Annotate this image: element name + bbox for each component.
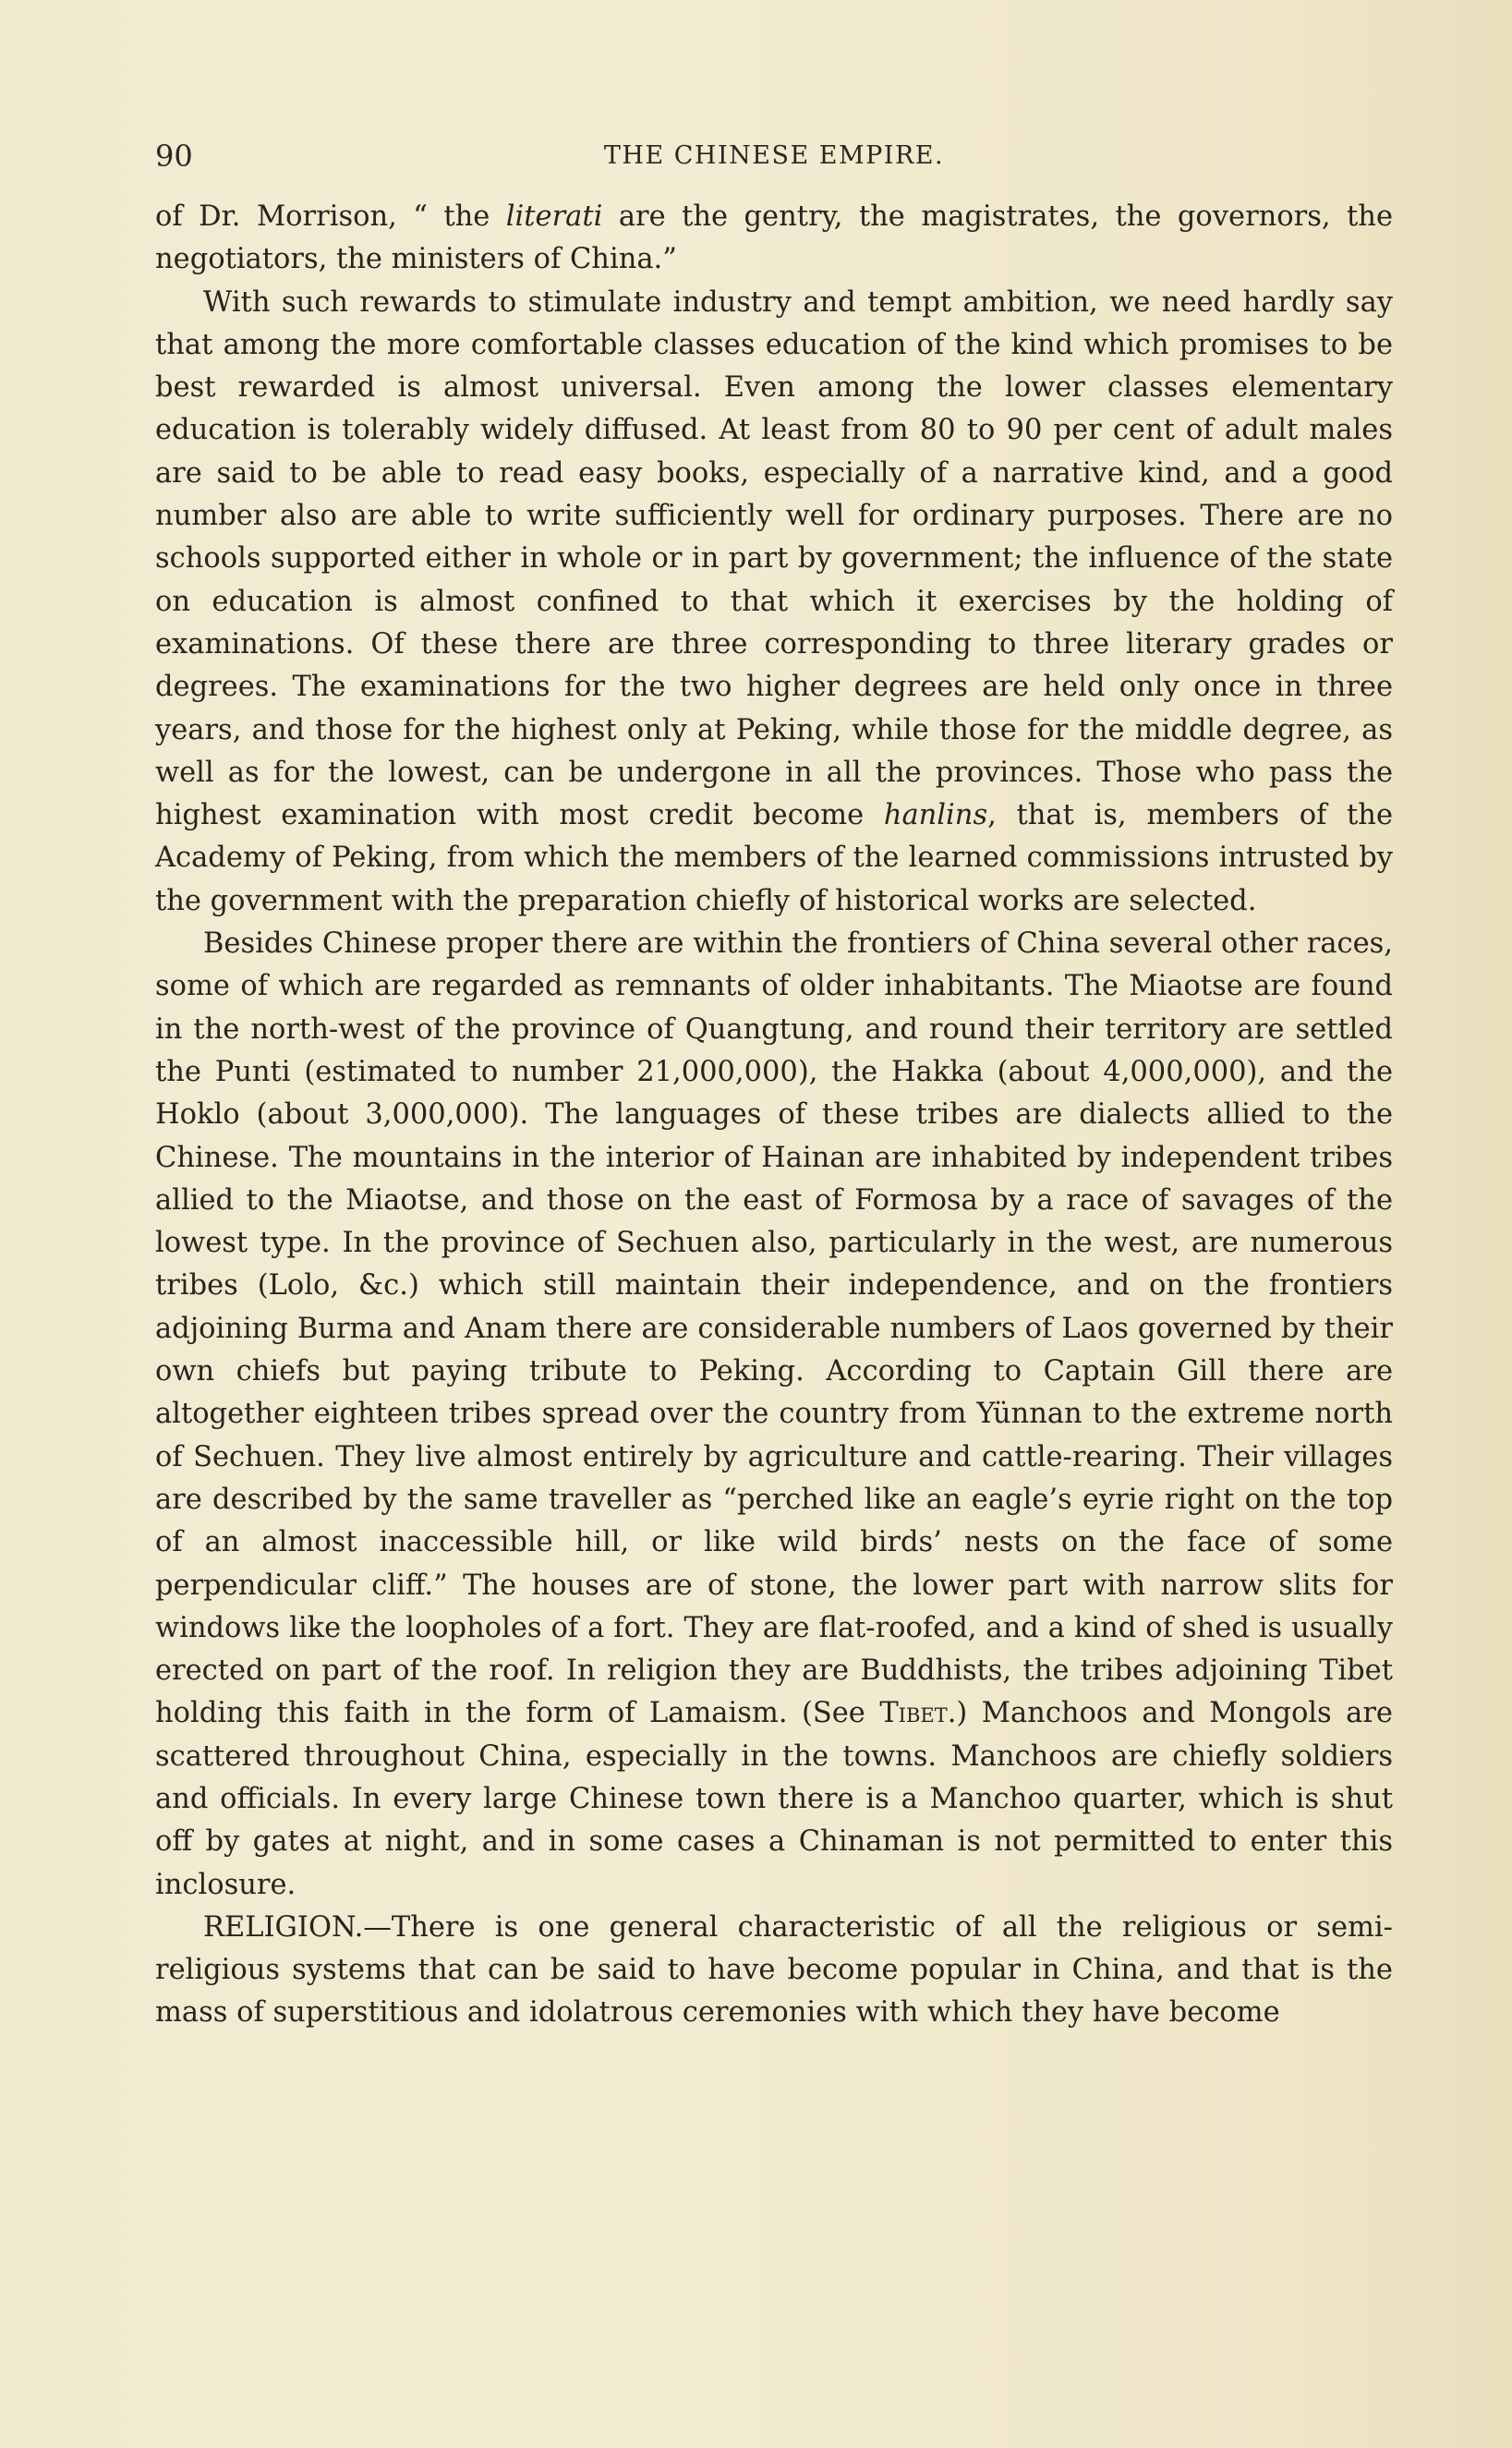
paragraph-education bbox=[155, 282, 1393, 923]
text-segment: ) Manchoos and Mongols are scattered throughout China, especially in the towns. Manchoos are chiefly soldiers and officials. In every large Chinese town there is a Manchoo quarter, which is shut off by gates at night, and in some cases a Chinaman is not permitted to enter this inclosure. bbox=[155, 1697, 1393, 1901]
text-segment: —There is one general characteristic of all the religious or semi-religious systems that can be said to have become popular in China, and that is the mass of superstitious and idolatrous ceremonies with which they have become bbox=[155, 1910, 1393, 2030]
text-segment: With such rewards to stimulate industry and tempt ambition, we need hardly say that among the more comfortable classes education of the kind which promises to be best rewarded is almost universal. Even among the lower classes elementary education is tolerably widely diffused. At least from 80 to 90 per cent of adult males are said to be able to read easy books, especially of a narrative kind, and a good number also are able to write sufficiently well for ordinary purposes. There are no schools supported either in whole or in part by government; the influence of the state on education is almost confined to that which it exercises by the holding of examinations. Of these there are three corresponding to three literary grades or degrees. The examinations for the two higher degrees are held only once in three years, and those for the highest only at Peking, while those for the middle degree, as well as for the lowest, can be undergone in all the provinces. Those who pass the highest examination with most credit become bbox=[155, 285, 1393, 832]
text-segment: , that is, members of the Academy of Peking, from which the members of the learned commissions intrusted by the government with the preparation chiefly of historical works are selected. bbox=[155, 799, 1393, 917]
page-number: 90 bbox=[155, 139, 193, 174]
section-heading: RELIGION. bbox=[203, 1910, 364, 1944]
paragraph-religion bbox=[155, 1907, 1393, 2035]
paragraph-races bbox=[155, 923, 1393, 1907]
italic-term: literati bbox=[505, 200, 603, 233]
running-title: THE CHINESE EMPIRE. bbox=[603, 141, 945, 170]
body-text bbox=[155, 196, 1393, 2035]
text-segment: Besides Chinese proper there are within the frontiers of China several other races, some of which are regarded as remnants of older inhabitants. The Miaotse are found in the north-west of the province of Quangtung, and round their territory are settled the Punti (estimated to number 21,000,000), the Hakka (about 4,000,000), and the Hoklo (about 3,000,000). The languages of these tribes are dialects allied to the Chinese. The mountains in the interior of Hainan are inhabited by independent tribes allied to the Miaotse, and those on the east of Formosa by a race of savages of the lowest type. In the province of Sechuen also, particularly in the west, are numerous tribes (Lolo, &c.) which still maintain their independence, and on the frontiers adjoining Burma and Anam there are considerable numbers of Laos governed by their own chiefs but paying tribute to Peking. According to Captain Gill there are altogether eighteen tribes spread over the country from Yünnan to the extreme north of Sechuen. They live almost entirely by agriculture and cattle-rearing. Their villages are described by the same traveller as “perched like an eagle’s eyrie right on the top of an almost inaccessible hill, or like wild birds’ nests on the face of some perpendicular cliff.” The houses are of stone, the lower part with narrow slits for windows like the loopholes of a fort. They are flat-roofed, and a kind of shed is usually erected on part of the roof. In religion they are Buddhists, the tribes adjoining Tibet holding this faith in the form of Lamaism. (See bbox=[155, 927, 1393, 1730]
page-header bbox=[155, 136, 1393, 176]
text-segment: of Dr. Morrison, “ the bbox=[155, 200, 506, 233]
cross-reference: Tibet. bbox=[879, 1697, 957, 1730]
italic-term: hanlins bbox=[883, 799, 988, 832]
text-segment: are the gentry, the magistrates, the governors, the negotiators, the ministers of China.” bbox=[155, 200, 1394, 276]
paragraph-continuation bbox=[155, 196, 1393, 282]
